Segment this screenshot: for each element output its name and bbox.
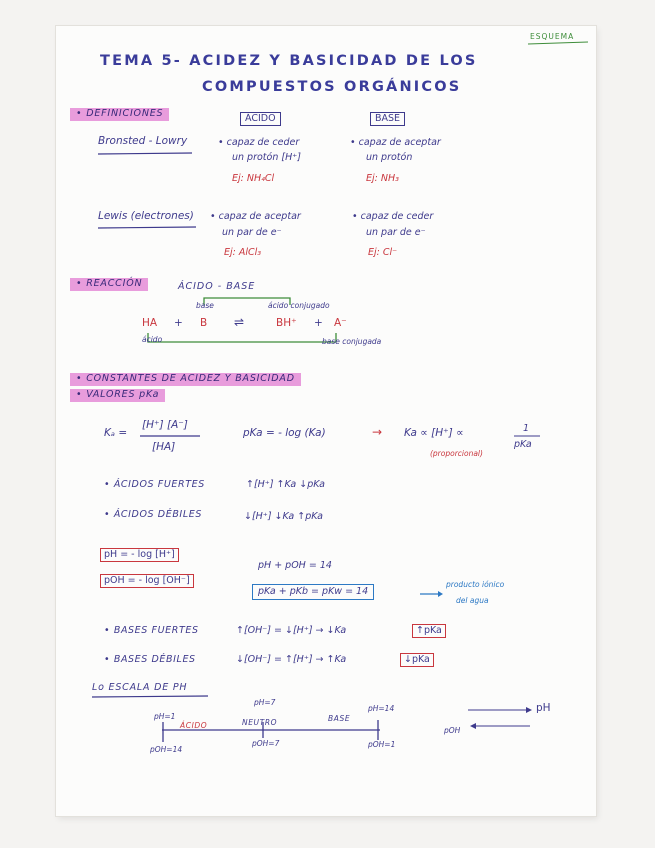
ph-direction-label: pH [536,702,551,714]
escala-heading: Lo ESCALA DE PH [92,682,188,693]
product-bh: BH⁺ [276,317,297,329]
product-a: A⁻ [334,317,347,329]
ph1-top-label: pH=1 [154,712,176,721]
poh-direction-label: pOH [444,726,461,735]
poh14-label: pOH=14 [150,745,183,754]
lewis-acid-line2: un par de e⁻ [222,227,282,238]
plus-1: + [174,317,183,329]
producto-ionico-label: producto iónico [446,580,505,589]
fraction-numerator: 1 [523,423,530,434]
acidos-fuertes-label: • ÁCIDOS FUERTES [104,479,205,490]
page-title: TEMA 5- ACIDEZ Y BASICIDAD DE LOS [100,53,478,69]
section-constantes: • CONSTANTES DE ACIDEZ Y BASICIDAD [70,373,301,386]
ph-definition: pH = - log [H⁺] [100,548,179,562]
lewis-acid-line1: • capaz de aceptar [210,211,301,222]
poh1-label: pOH=1 [368,740,396,749]
bronsted-acid-line1: • capaz de ceder [218,137,300,148]
ka-label: Kₐ = [104,427,128,439]
corner-tag: ESQUEMA [530,32,575,41]
lewis-base-line2: un par de e⁻ [366,227,426,238]
lewis-base-line1: • capaz de ceder [352,211,434,222]
lewis-base-example: Ej: Cl⁻ [368,247,398,258]
base-conjugada-label: base conjugada [322,337,382,346]
poh-definition: pOH = - log [OH⁻] [100,574,194,588]
base-top-label: base [196,301,214,310]
equilibrium-arrow: ⇌ [234,315,245,329]
ka-proportional: Ka ∝ [H⁺] ∝ [404,427,464,439]
section-reaccion: • REACCIÓN [70,278,148,291]
pka-formula: pKa = - log (Ka) [243,427,326,439]
ka-numerator: [H⁺] [A⁻] [142,419,188,431]
bronsted-title: Bronsted - Lowry [98,135,188,147]
lewis-title: Lewis (electrones) [98,210,194,222]
bases-fuertes-relation: ↑[OH⁻] = ↓[H⁺] → ↓Ka [236,625,347,636]
plus-2: + [314,317,323,329]
bronsted-base-line2: un protón [366,152,413,163]
acidos-debiles-label: • ÁCIDOS DÉBILES [104,509,202,520]
acidos-debiles-relation: ↓[H⁺] ↓Ka ↑pKa [244,511,323,522]
ph-poh-sum: pH + pOH = 14 [258,560,332,571]
acido-column-label: ÁCIDO [240,112,281,126]
acido-conjugado-label: ácido conjugado [268,301,330,310]
del-agua-label: del agua [456,596,489,605]
acido-bottom-label: ácido [142,335,163,344]
lewis-acid-example: Ej: AlCl₃ [224,247,262,258]
page-subtitle: COMPUESTOS ORGÁNICOS [202,79,462,95]
bases-debiles-box: ↓pKa [400,653,434,667]
neutro-zone-label: NEUTRO [242,718,278,727]
bases-debiles-relation: ↓[OH⁻] = ↑[H⁺] → ↑Ka [236,654,347,665]
bases-fuertes-label: • BASES FUERTES [104,625,199,636]
bases-debiles-label: • BASES DÉBILES [104,654,196,665]
pka-arrow: → [372,425,383,439]
bronsted-acid-line2: un protón [H⁺] [232,152,301,163]
section-valores-pka: • VALORES pKa [70,389,165,402]
fraction-denominator: pKa [514,439,532,450]
ph14-top-label: pH=14 [368,704,395,713]
reaccion-subtitle: ÁCIDO - BASE [178,281,256,292]
poh7-label: pOH=7 [252,739,280,748]
ph7-top-label: pH=7 [254,698,276,707]
acido-zone-label: ÁCIDO [180,721,208,730]
section-definiciones: • DEFINICIONES [70,108,169,121]
pka-pkb-sum: pKa + pKb = pKw = 14 [252,584,374,600]
ka-denominator: [HA] [152,441,176,453]
bases-fuertes-box: ↑pKa [412,624,446,638]
reactant-ha: HA [142,317,158,329]
base-column-label: BASE [370,112,405,126]
bronsted-acid-example: Ej: NH₄Cl [232,173,275,184]
acidos-fuertes-relation: ↑[H⁺] ↑Ka ↓pKa [246,479,325,490]
bronsted-base-line1: • capaz de aceptar [350,137,441,148]
bronsted-base-example: Ej: NH₃ [366,173,399,184]
reactant-b: B [200,317,208,329]
base-zone-label: BASE [328,714,351,723]
proporcional-note: (proporcional) [430,449,483,458]
